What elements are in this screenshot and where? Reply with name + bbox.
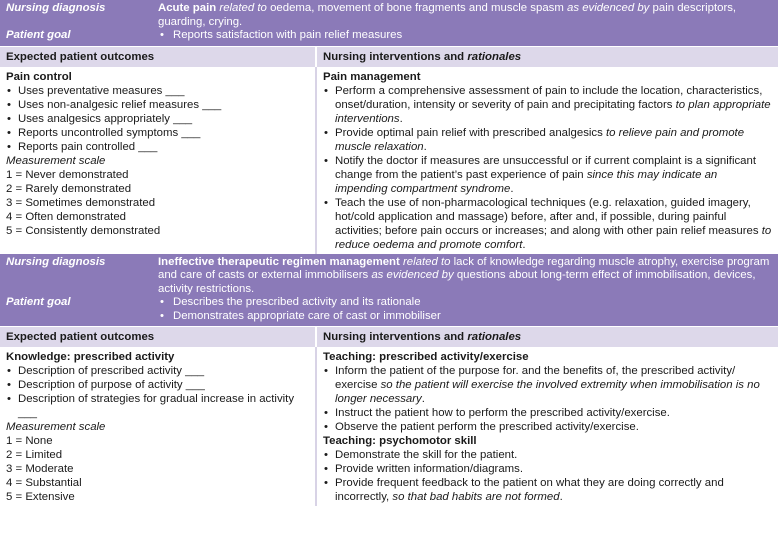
teaching-title: Teaching: prescribed activity/exercise — [323, 351, 529, 363]
diagnosis-label: Nursing diagnosis — [6, 255, 106, 268]
content-row-1 — [0, 67, 778, 254]
scale-item: 4 = Often demonstrated — [6, 210, 126, 223]
intervention-list — [323, 84, 772, 252]
diagnosis-text — [158, 256, 772, 297]
outcome-list — [6, 84, 309, 154]
scale-item: 2 = Limited — [6, 449, 63, 461]
diagnosis-cause: lack of knowledge regarding muscle atrophy, exercise program and care of casts or external immobilisers — [158, 255, 770, 281]
outcomes-column — [0, 347, 317, 506]
outcome-title: Knowledge: prescribed activity — [6, 351, 175, 363]
scale-item: 1 = Never demonstrated — [6, 168, 129, 181]
diagnosis-row — [6, 256, 772, 297]
diagnosis-text — [158, 2, 772, 29]
list-item: • Provide frequent feedback to the patient on what they are doing correctly and incorrectly, so that bad habits are not formed. — [323, 476, 772, 504]
list-item: • Description of prescribed activity ___ — [6, 364, 309, 378]
interventions-column — [317, 67, 778, 254]
diagnosis-row — [6, 2, 772, 29]
goal-item: • Reports satisfaction with pain relief measures — [158, 29, 772, 43]
outcome-list — [6, 364, 309, 420]
list-item: • Reports uncontrolled symptoms ___ — [6, 126, 309, 140]
list-item: • Uses preventative measures ___ — [6, 84, 309, 98]
goal-label: Patient goal — [6, 29, 71, 41]
scale-item: 5 = Extensive — [6, 491, 75, 503]
list-item: • Perform a comprehensive assessment of pain to include the location, characteristics, onset/duration, intensity or severity of pain and precipitating factors to plan appropriate interventions. — [323, 84, 772, 126]
intervention-title: Pain management — [323, 70, 421, 83]
scale-item: 1 = None — [6, 435, 53, 447]
scale-title: Measurement scale — [6, 421, 106, 433]
scale-item: 2 = Rarely demonstrated — [6, 182, 132, 195]
diagnosis-evidence: pain descriptors, guarding, crying. — [158, 2, 737, 28]
diagnosis-label: Nursing diagnosis — [6, 2, 106, 14]
diagnosis-evidence: questions about long-term effect of immobilisation, devices, activity restrictions. — [158, 269, 756, 295]
list-item: • Provide written information/diagrams. — [323, 462, 772, 476]
list-item: • Reports pain controlled ___ — [6, 140, 309, 154]
list-item: • Description of strategies for gradual increase in activity ___ — [6, 392, 309, 420]
diagnosis-band-2 — [0, 254, 778, 327]
evidenced-by: as evidenced by — [368, 269, 454, 281]
list-item: • Inform the patient of the purpose for. and the benefits of, the prescribed activity/ exercise so the patient will exercise the involved extremity when immobilisation is no longer necessary. — [323, 364, 772, 406]
goal-item: • Describes the prescribed activity and its rationale — [158, 296, 772, 310]
goal-label: Patient goal — [6, 296, 71, 308]
goal-row — [6, 29, 772, 43]
list-item: • Notify the doctor if measures are unsuccessful or if current complaint is a significant change from the patient’s past experience of pain since this may indicate an impending compartment syndrome. — [323, 154, 772, 196]
outcomes-header: Expected patient outcomes — [0, 47, 317, 67]
rationales-word: rationales — [467, 331, 522, 343]
interventions-column — [317, 347, 778, 506]
diagnosis-band-1 — [0, 0, 778, 46]
teaching-title: Teaching: psychomotor skill — [323, 435, 477, 447]
related-to: related to — [399, 255, 451, 268]
scale-item: 5 = Consistently demonstrated — [6, 224, 161, 237]
scale-item: 3 = Sometimes demonstrated — [6, 196, 156, 209]
scale-item: 4 = Substantial — [6, 477, 82, 489]
outcomes-header: Expected patient outcomes — [0, 327, 317, 347]
list-item: • Demonstrate the skill for the patient. — [323, 448, 772, 462]
column-headers-1 — [0, 46, 778, 67]
related-to: related to — [216, 2, 267, 14]
interventions-header: Nursing interventions and rationales — [323, 50, 522, 63]
teaching-list — [323, 448, 772, 504]
list-item: • Observe the patient perform the prescribed activity/exercise. — [323, 420, 772, 434]
list-item: • Uses analgesics appropriately ___ — [6, 112, 309, 126]
diagnosis-title: Ineffective therapeutic regimen management — [158, 255, 400, 268]
column-headers-2 — [0, 326, 778, 347]
diagnosis-title: Acute pain — [158, 2, 217, 14]
content-row-2 — [0, 347, 778, 506]
evidenced-by: as evidenced by — [563, 2, 650, 14]
outcomes-column — [0, 67, 317, 254]
teaching-list — [323, 364, 772, 434]
goal-row — [6, 296, 772, 323]
list-item: • Provide optimal pain relief with prescribed analgesics to relieve pain and promote muscle relaxation. — [323, 126, 772, 154]
list-item: • Teach the use of non-pharmacological techniques (e.g. relaxation, guided imagery, hot/cold application and massage) before, after and, if possible, during painful activities; before pain occurs or increases; and along with other pain relief measures to reduce oedema and promote comfort. — [323, 196, 772, 252]
list-item: • Uses non-analgesic relief measures ___ — [6, 98, 309, 112]
list-item: • Description of purpose of activity ___ — [6, 378, 309, 392]
interventions-header: Nursing interventions and rationales — [323, 331, 522, 343]
goal-item: • Demonstrates appropriate care of cast or immobiliser — [158, 310, 772, 324]
rationales-word: rationales — [467, 50, 522, 63]
scale-item: 3 = Moderate — [6, 463, 74, 475]
list-item: • Instruct the patient how to perform the prescribed activity/exercise. — [323, 406, 772, 420]
outcome-title: Pain control — [6, 70, 72, 83]
diagnosis-cause: oedema, movement of bone fragments and muscle spasm — [266, 2, 564, 14]
scale-title: Measurement scale — [6, 154, 106, 167]
